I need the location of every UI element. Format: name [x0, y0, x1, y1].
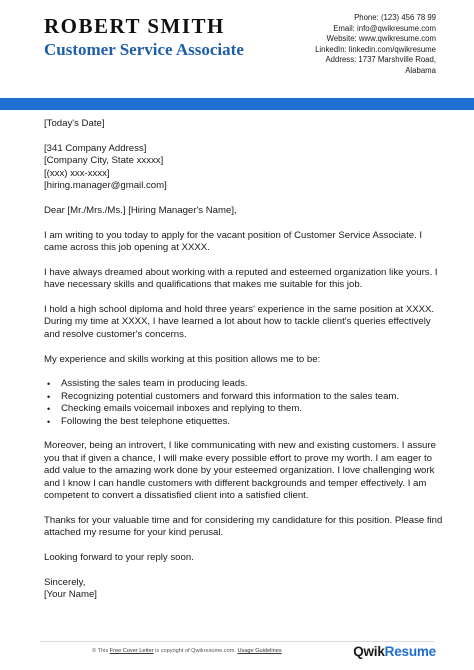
- job-title: Customer Service Associate: [44, 40, 244, 59]
- applicant-name: ROBERT SMITH: [44, 14, 225, 38]
- letter-date: [Today's Date]: [44, 118, 105, 129]
- footer-copyright: © This Free Cover Letter is copyright of Qwikresume.com. Usage Guidelines: [92, 648, 282, 654]
- paragraph-personality: Moreover, being an introvert, I like communicating with new and existing customers. I assure you that if given a chance, I will make every possible effort to prove my worth. I am eager to add value to the amazing work done by your esteemed organization. I love challenging work and I know I can handle customers with different backgrounds and temper effectively. I am competent to convert a dissatisfied client into a satisfied client.: [44, 440, 436, 502]
- contact-email: Email: info@qwikresume.com: [333, 23, 436, 33]
- closing: Sincerely,: [44, 576, 86, 588]
- bullet-icon: •: [47, 391, 51, 402]
- bullet-icon: •: [47, 404, 51, 415]
- paragraph-motivation: I have always dreamed about working with a reputed and esteemed organization like yours. I have necessary skills and qualifications that makes me suitable for this job.: [44, 266, 438, 291]
- salutation: Dear [Mr./Mrs./Ms.] [Hiring Manager's Name],: [44, 204, 237, 216]
- recipient-address: [44, 143, 446, 193]
- letter-body: [44, 118, 446, 602]
- paragraph-thanks: Thanks for your valuable time and for considering my candidature for this position. Please find attached my resume for your kind perusal.: [44, 514, 443, 539]
- bullet-icon: •: [47, 416, 51, 427]
- paragraph-skills-lead: My experience and skills working at this position allows me to be:: [44, 353, 321, 365]
- recipient-line: [Company City, State xxxxx]: [44, 155, 164, 167]
- skills-list: [44, 378, 446, 428]
- footer-divider: [40, 641, 434, 642]
- usage-guidelines-link[interactable]: Usage Guidelines: [237, 648, 282, 654]
- signoff: [44, 577, 446, 602]
- contact-block: [226, 13, 436, 77]
- list-item: • Recognizing potential customers and forward this information to the sales team.: [47, 390, 400, 402]
- contact-linkedin: LinkedIn: linkedin.com/qwikresume: [315, 44, 436, 54]
- contact-website: Website: www.qwikresume.com: [326, 34, 436, 44]
- contact-address-state: Alabama: [405, 65, 436, 75]
- recipient-line: [hiring.manager@gmail.com]: [44, 180, 167, 192]
- bullet-icon: •: [47, 379, 51, 390]
- recipient-line: [341 Company Address]: [44, 142, 147, 154]
- recipient-line: [(xxx) xxx-xxxx]: [44, 167, 110, 179]
- signature: [Your Name]: [44, 589, 97, 601]
- paragraph-experience: I hold a high school diploma and hold three years' experience in the same position at XXXX. During my time at XXXX, I have learned a lot about how to tackle client's queries effectively and resolve customer's concerns.: [44, 304, 435, 340]
- list-item: • Assisting the sales team in producing leads.: [47, 378, 248, 390]
- header-accent-bar: [0, 98, 474, 110]
- paragraph-intro: I am writing to you today to apply for the vacant position of Customer Service Associate. I came across this job opening at XXXX.: [44, 229, 423, 254]
- list-item: • Checking emails voicemail inboxes and replying to them.: [47, 403, 303, 415]
- qwikresume-logo[interactable]: QwikResume: [353, 644, 436, 659]
- paragraph-closing-line: Looking forward to your reply soon.: [44, 552, 194, 564]
- contact-address: Address: 1737 Marshville Road,: [325, 55, 436, 65]
- free-cover-letter-link[interactable]: Free Cover Letter: [109, 648, 154, 654]
- list-item: • Following the best telephone etiquettes.: [47, 415, 231, 427]
- contact-phone: Phone: (123) 456 78 99: [354, 13, 436, 22]
